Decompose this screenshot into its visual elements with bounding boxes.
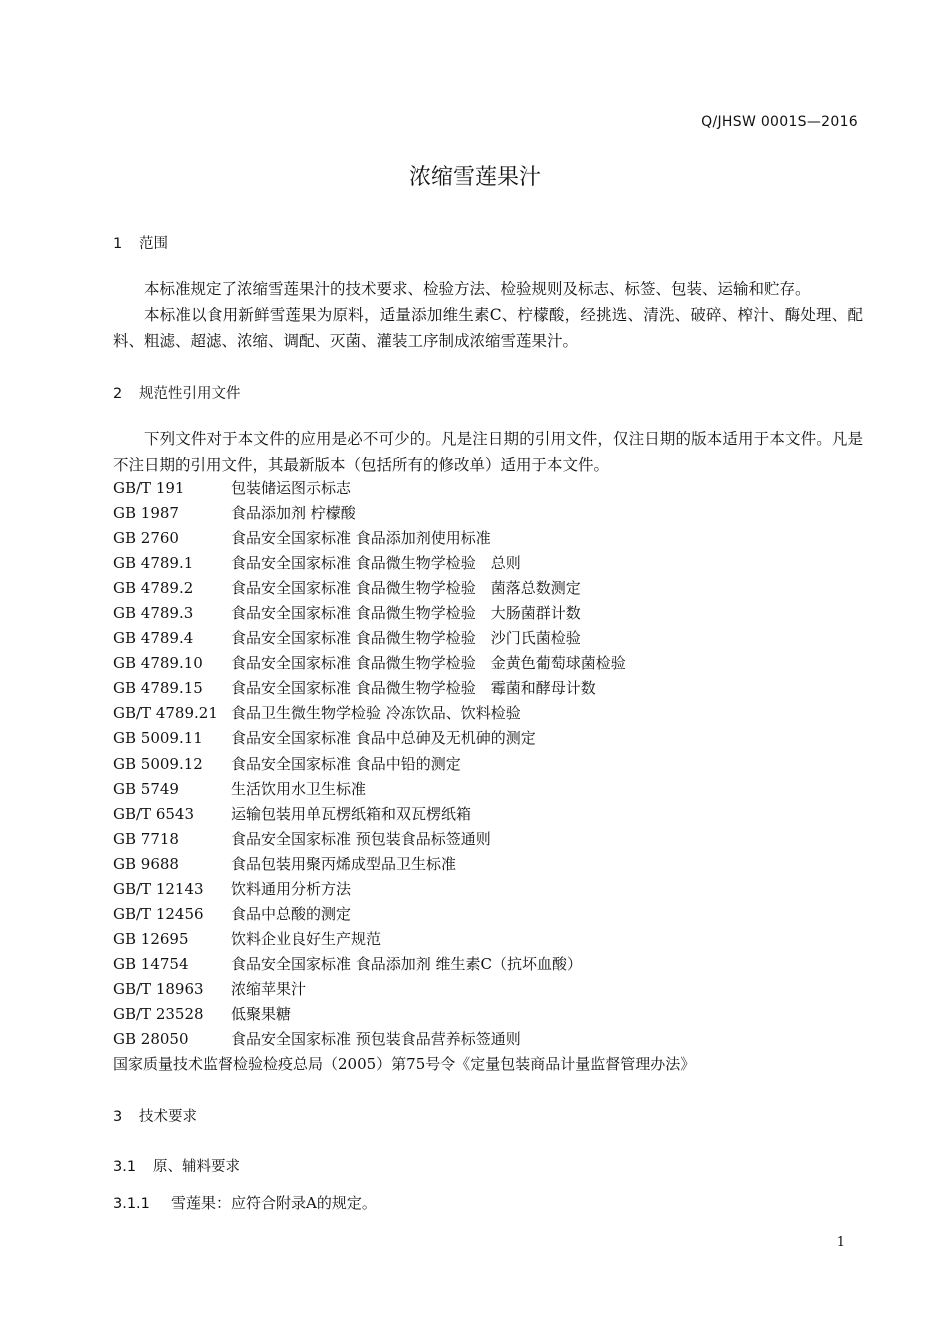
reference-row (113, 476, 863, 501)
reference-row (113, 601, 863, 626)
reference-name: 浓缩苹果汁 (231, 979, 307, 998)
reference-row (113, 551, 863, 576)
reference-name: 食品安全国家标准 食品微生物学检验 霉菌和酵母计数 (231, 679, 596, 698)
page-number: 1 (836, 1235, 845, 1250)
reference-code: GB 9688 (113, 854, 179, 873)
reference-row (113, 977, 863, 1002)
reference-row (113, 1002, 863, 1027)
reference-name: 食品安全国家标准 食品中总砷及无机砷的测定 (231, 729, 536, 748)
reference-code: GB 5009.11 (113, 729, 203, 748)
normative-refs-intro: 下列文件对于本文件的应用是必不可少的。凡是注日期的引用文件，仅注日期的版本适用于本文件。凡是不注日期的引用文件，其最新版本（包括所有的修改单）适用于本文件。 (113, 430, 863, 474)
reference-name: 生活饮用水卫生标准 (231, 779, 367, 798)
reference-code: GB/T 12456 (113, 904, 204, 923)
reference-code: GB 4789.4 (113, 629, 194, 648)
reference-code: GB/T 18963 (113, 979, 204, 998)
reference-row (113, 802, 863, 827)
reference-row (113, 877, 863, 902)
reference-name: 包装储运图示标志 (231, 479, 352, 497)
section-number: 2 (113, 386, 123, 402)
reference-name: 食品安全国家标准 食品微生物学检验 金黄色葡萄球菌检验 (231, 654, 626, 673)
reference-row (113, 902, 863, 927)
reference-row (113, 576, 863, 601)
reference-name: 食品包装用聚丙烯成型品卫生标准 (231, 854, 457, 873)
reference-code: GB 28050 (113, 1030, 189, 1049)
reference-code: GB 5009.12 (113, 754, 203, 773)
reference-name: 食品添加剂 柠檬酸 (231, 504, 356, 523)
reference-code: GB/T 6543 (113, 804, 195, 823)
document-title: 浓缩雪莲果汁 (408, 165, 541, 190)
clause-text: 雪莲果：应符合附录A的规定。 (171, 1194, 377, 1212)
reference-code: GB/T 4789.21 (113, 704, 218, 723)
reference-code: GB 4789.2 (113, 579, 194, 598)
reference-code: GB 4789.3 (113, 604, 194, 623)
reference-name: 食品安全国家标准 预包装食品标签通则 (231, 829, 491, 848)
reference-name: 食品安全国家标准 食品微生物学检验 总则 (231, 554, 521, 573)
section-title: 技术要求 (139, 1109, 197, 1125)
scope-paragraph-2: 本标准以食用新鲜雪莲果为原料，适量添加维生素C、柠檬酸，经挑选、清洗、破碎、榨汁、酶处理、配料、粗滤、超滤、浓缩、调配、灭菌、灌装工序制成浓缩雪莲果汁。 (113, 306, 863, 350)
reference-name: 食品安全国家标准 预包装食品营养标签通则 (231, 1030, 521, 1049)
standard-code: Q/JHSW 0001S—2016 (701, 114, 858, 130)
reference-code: GB 4789.15 (113, 679, 203, 698)
reference-name: 食品安全国家标准 食品微生物学检验 大肠菌群计数 (231, 604, 581, 623)
section-number: 1 (113, 236, 123, 252)
reference-row (113, 927, 863, 952)
section-heading-tech-req (113, 1105, 197, 1126)
clause-snow-lotus-fruit (113, 1192, 377, 1213)
reference-name: 食品安全国家标准 食品微生物学检验 沙门氏菌检验 (231, 629, 581, 648)
regulation-reference: 国家质量技术监督检验检疫总局（2005）第75号令《定量包装商品计量监督管理办法》 (113, 1055, 696, 1073)
reference-row (113, 1027, 863, 1052)
reference-row (113, 651, 863, 676)
reference-row (113, 701, 863, 726)
reference-code: GB 7718 (113, 829, 179, 848)
reference-name: 食品安全国家标准 食品添加剂 维生素C（抗坏血酸） (231, 954, 583, 973)
reference-name: 饮料通用分析方法 (231, 879, 352, 898)
section-title: 范围 (139, 236, 168, 252)
reference-code: GB 14754 (113, 954, 189, 973)
reference-code: GB/T 12143 (113, 879, 204, 898)
subsection-number: 3.1 (113, 1159, 137, 1175)
section-number: 3 (113, 1109, 123, 1125)
reference-code: GB 4789.1 (113, 554, 194, 573)
reference-list (113, 476, 863, 1052)
subsection-heading-materials (113, 1155, 240, 1176)
reference-row (113, 852, 863, 877)
reference-row (113, 501, 863, 526)
reference-row (113, 626, 863, 651)
reference-name: 食品安全国家标准 食品添加剂使用标准 (231, 529, 491, 548)
reference-name: 运输包装用单瓦楞纸箱和双瓦楞纸箱 (231, 804, 472, 823)
reference-code: GB 1987 (113, 504, 179, 523)
reference-code: GB/T 191 (113, 479, 185, 497)
reference-name: 饮料企业良好生产规范 (231, 929, 382, 948)
reference-name: 低聚果糖 (231, 1004, 292, 1023)
reference-code: GB 5749 (113, 779, 179, 798)
reference-code: GB/T 23528 (113, 1004, 204, 1023)
reference-row (113, 726, 863, 751)
section-title: 规范性引用文件 (139, 386, 241, 402)
clause-number: 3.1.1 (113, 1196, 150, 1212)
reference-row (113, 827, 863, 852)
scope-paragraph-1: 本标准规定了浓缩雪莲果汁的技术要求、检验方法、检验规则及标志、标签、包装、运输和贮存。 (144, 280, 811, 298)
reference-name: 食品安全国家标准 食品微生物学检验 菌落总数测定 (231, 579, 581, 598)
section-heading-normative-refs (113, 382, 241, 403)
reference-row (113, 777, 863, 802)
reference-name: 食品中总酸的测定 (231, 904, 352, 923)
reference-row (113, 526, 863, 551)
reference-name: 食品安全国家标准 食品中铅的测定 (231, 754, 461, 773)
reference-row (113, 676, 863, 701)
reference-code: GB 12695 (113, 929, 189, 948)
reference-row (113, 752, 863, 777)
reference-name: 食品卫生微生物学检验 冷冻饮品、饮料检验 (231, 704, 521, 723)
reference-code: GB 2760 (113, 529, 179, 548)
reference-row (113, 952, 863, 977)
reference-code: GB 4789.10 (113, 654, 203, 673)
subsection-title: 原、辅料要求 (153, 1159, 240, 1175)
section-heading-scope (113, 232, 168, 253)
